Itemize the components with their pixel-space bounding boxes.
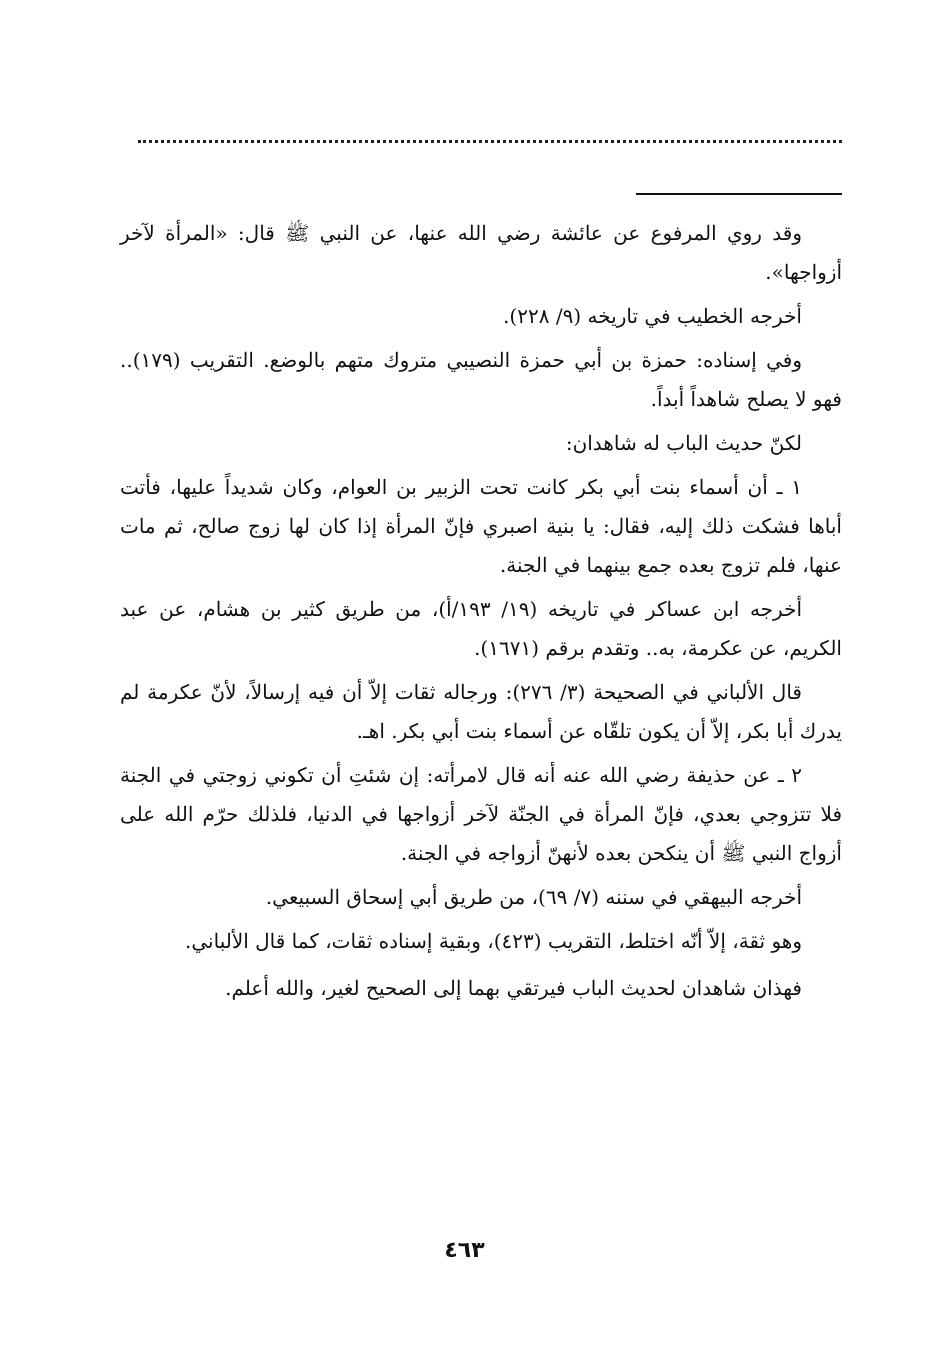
paragraph-conclusion: فهذان شاهدان لحديث الباب فيرتقي بهما إلى الصحيح لغير، والله أعلم. <box>225 976 802 1000</box>
paragraph-narrator-note: وهو ثقة، إلاّ أنّه اختلط، التقريب (٤٢٣)، وبقية إسناده ثقات، كما قال الألباني. <box>185 929 802 953</box>
paragraph-marfu-hadith: وقد روي المرفوع عن عائشة رضي الله عنها، عن النبي ﷺ قال: «المرأة لآخر أزواجها». <box>120 221 842 284</box>
paragraph-khatib-reference: أخرجه الخطيب في تاريخه (٩/ ٢٢٨). <box>503 304 802 328</box>
main-text <box>120 214 842 1008</box>
paragraph-isnad-critique: وفي إسناده: حمزة بن أبي حمزة النصيبي متروك متهم بالوضع. التقريب (١٧٩).. فهو لا يصلح شاهداً أبداً. <box>120 348 842 411</box>
paragraph-two-witnesses: لكنّ حديث الباب له شاهدان: <box>565 431 802 455</box>
paragraph-ibn-asakir-reference: أخرجه ابن عساكر في تاريخه (١٩/ ١٩٣/أ)، من طريق كثير بن هشام، عن عبد الكريم، عن عكرمة، به.. وتقدم برقم (١٦٧١). <box>120 597 842 660</box>
page-number: ٤٦٣ <box>444 1238 485 1263</box>
paragraph-witness-two: ٢ ـ عن حذيفة رضي الله عنه أنه قال لامرأته: إن شئتِ أن تكوني زوجتي في الجنة فلا تتزوجي بعدي، فإنّ المرأة في الجنّة لآخر أزواجها في الدنيا، فلذلك حرّم الله على أزواج النبي ﷺ أن ينكحن بعده لأنهنّ أزواجه في الجنة. <box>120 763 842 865</box>
dotted-separator <box>138 140 842 143</box>
paragraph-bayhaqi-reference: أخرجه البيهقي في سننه (٧/ ٦٩)، من طريق أبي إسحاق السبيعي. <box>265 885 802 909</box>
paragraph-albani-comment: قال الألباني في الصحيحة (٣/ ٢٧٦): ورجاله ثقات إلاّ أن فيه إرسالاً، لأنّ عكرمة لم يدرك أبا بكر، إلاّ أن يكون تلقّاه عن أسماء بنت أبي بكر. اهـ. <box>120 680 842 743</box>
paragraph-witness-one: ١ ـ أن أسماء بنت أبي بكر كانت تحت الزبير بن العوام، وكان شديداً عليها، فأتت أباها فشكت ذلك إليه، فقال: يا بنية اصبري فإنّ المرأة إذا كان لها زوج صالح، ثم مات عنها، فلم تزوج بعده جمع بينهما في الجنة. <box>120 475 842 577</box>
footnote-rule <box>636 193 842 195</box>
